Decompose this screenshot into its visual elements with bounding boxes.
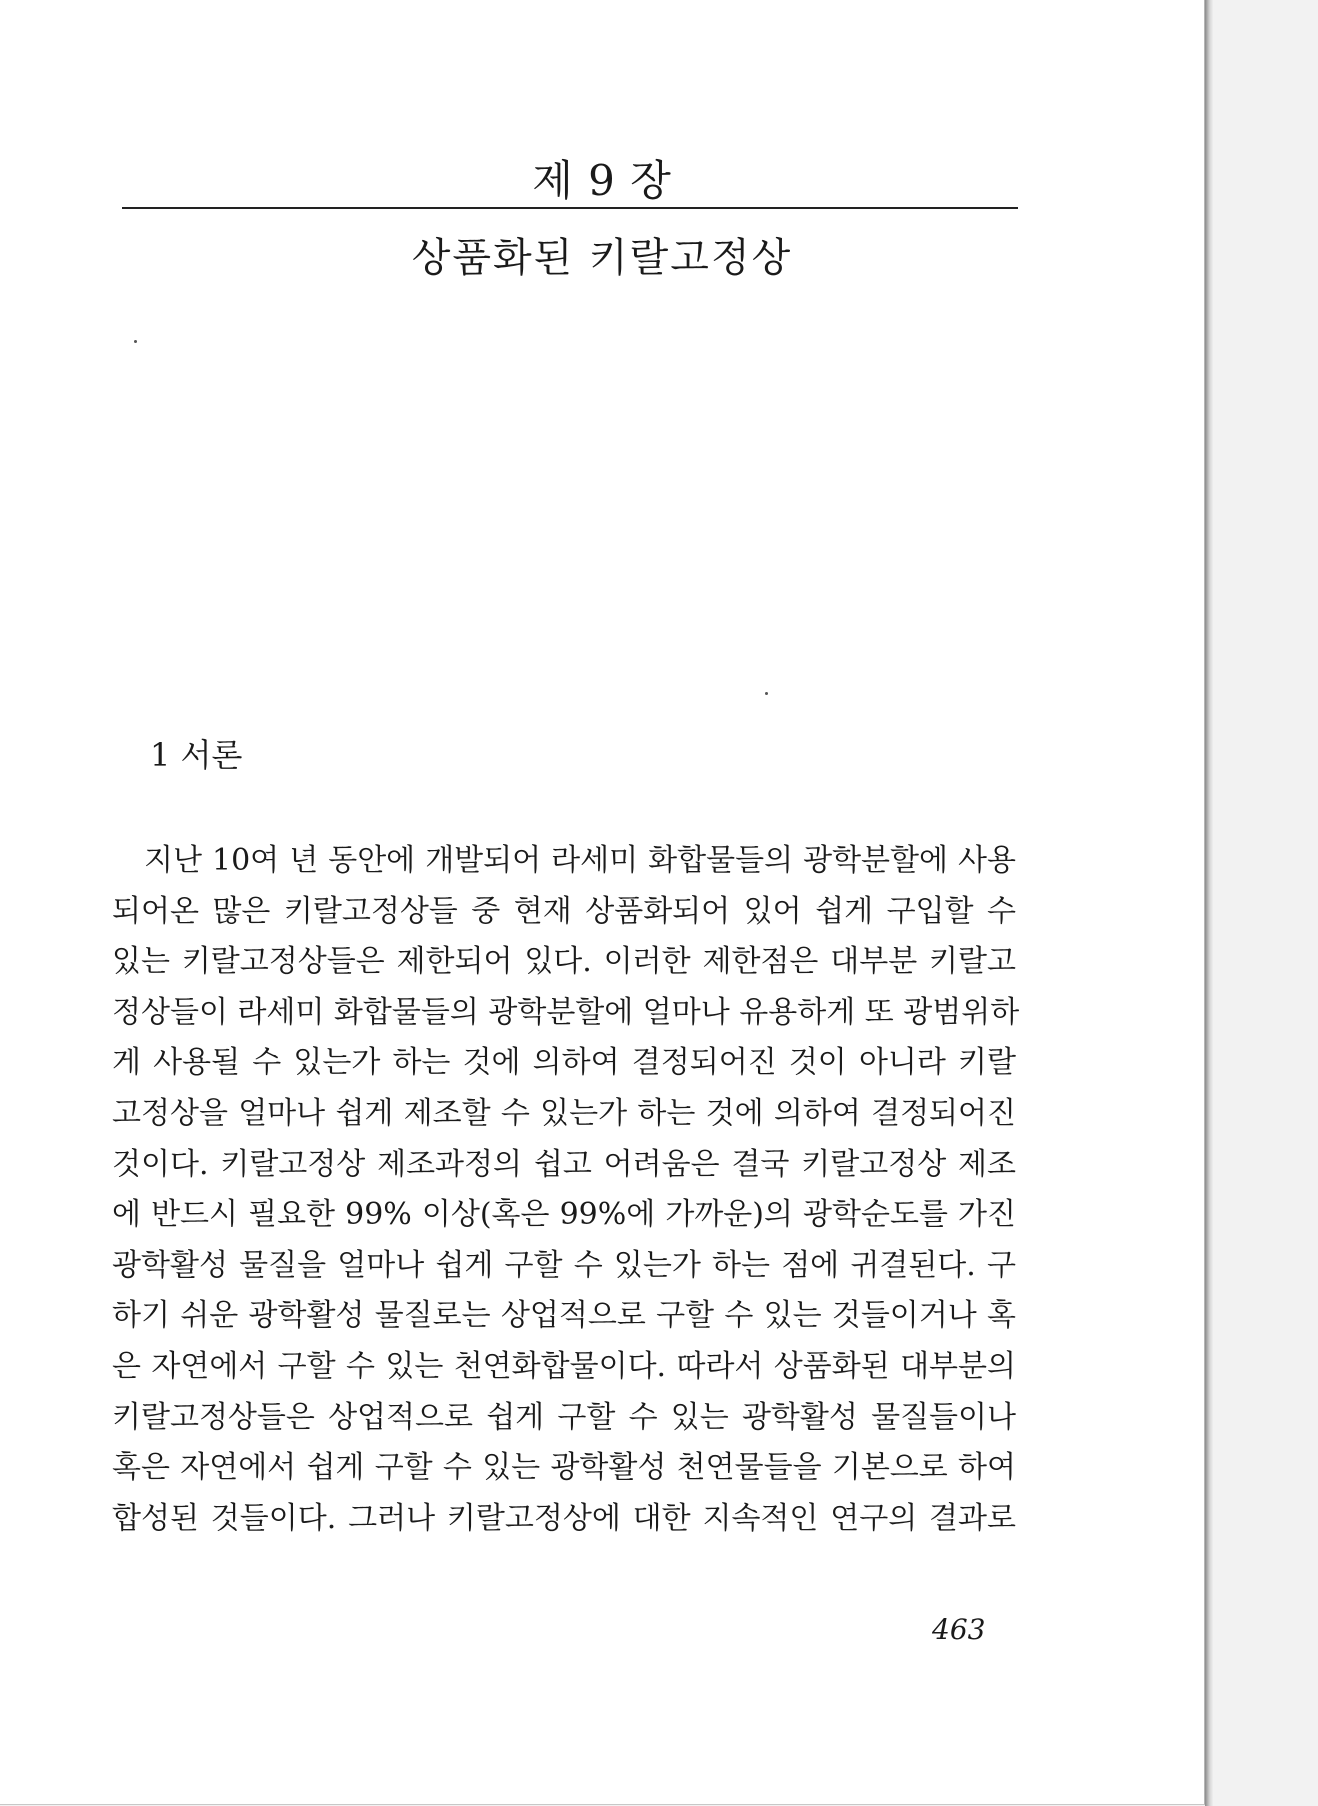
page-edge-shadow <box>1205 0 1213 1806</box>
text-line: 고정상을 얼마나 쉽게 제조할 수 있는가 하는 것에 의하여 결정되어진 <box>112 1095 1016 1131</box>
text-line: 것이다. 키랄고정상 제조과정의 쉽고 어려움은 결국 키랄고정상 제조 <box>112 1146 1016 1182</box>
text-line: 지난 10여 년 동안에 개발되어 라세미 화합물들의 광학분할에 사용 <box>144 843 1016 878</box>
chapter-number: 제 9 장 <box>532 156 672 205</box>
body-paragraph <box>112 836 1020 1544</box>
chapter-title: 상품화된 키랄고정상 <box>411 235 793 281</box>
text-line: 에 반드시 필요한 99% 이상(혹은 99%에 가까운)의 광학순도를 가진 <box>112 1197 1016 1233</box>
scan-speck <box>765 692 768 695</box>
text-line: 되어온 많은 키랄고정상들 중 현재 상품화되어 있어 쉽게 구입할 수 <box>112 893 1016 929</box>
chapter-divider <box>122 207 1018 209</box>
text-line: 합성된 것들이다. 그러나 키랄고정상에 대한 지속적인 연구의 결과로 <box>112 1500 1016 1536</box>
text-line: 정상들이 라세미 화합물들의 광학분할에 얼마나 유용하게 또 광범위하 <box>112 994 1020 1030</box>
scan-speck <box>134 340 137 343</box>
text-line: 게 사용될 수 있는가 하는 것에 의하여 결정되어진 것이 아니라 키랄 <box>112 1045 1016 1081</box>
text-line: 하기 쉬운 광학활성 물질로는 상업적으로 구할 수 있는 것들이거나 혹 <box>112 1298 1016 1334</box>
text-line: 광학활성 물질을 얼마나 쉽게 구할 수 있는가 하는 점에 귀결된다. 구 <box>112 1247 1016 1283</box>
text-line: 은 자연에서 구할 수 있는 천연화합물이다. 따라서 상품화된 대부분의 <box>112 1348 1016 1384</box>
text-line: 키랄고정상들은 상업적으로 쉽게 구할 수 있는 광학활성 물질들이나 <box>112 1399 1016 1435</box>
text-line: 있는 키랄고정상들은 제한되어 있다. 이러한 제한점은 대부분 키랄고 <box>112 944 1016 980</box>
page-number: 463 <box>932 1613 986 1646</box>
text-line: 혹은 자연에서 쉽게 구할 수 있는 광학활성 천연물들을 기본으로 하여 <box>112 1450 1016 1486</box>
section-heading: 1 서론 <box>150 736 243 774</box>
